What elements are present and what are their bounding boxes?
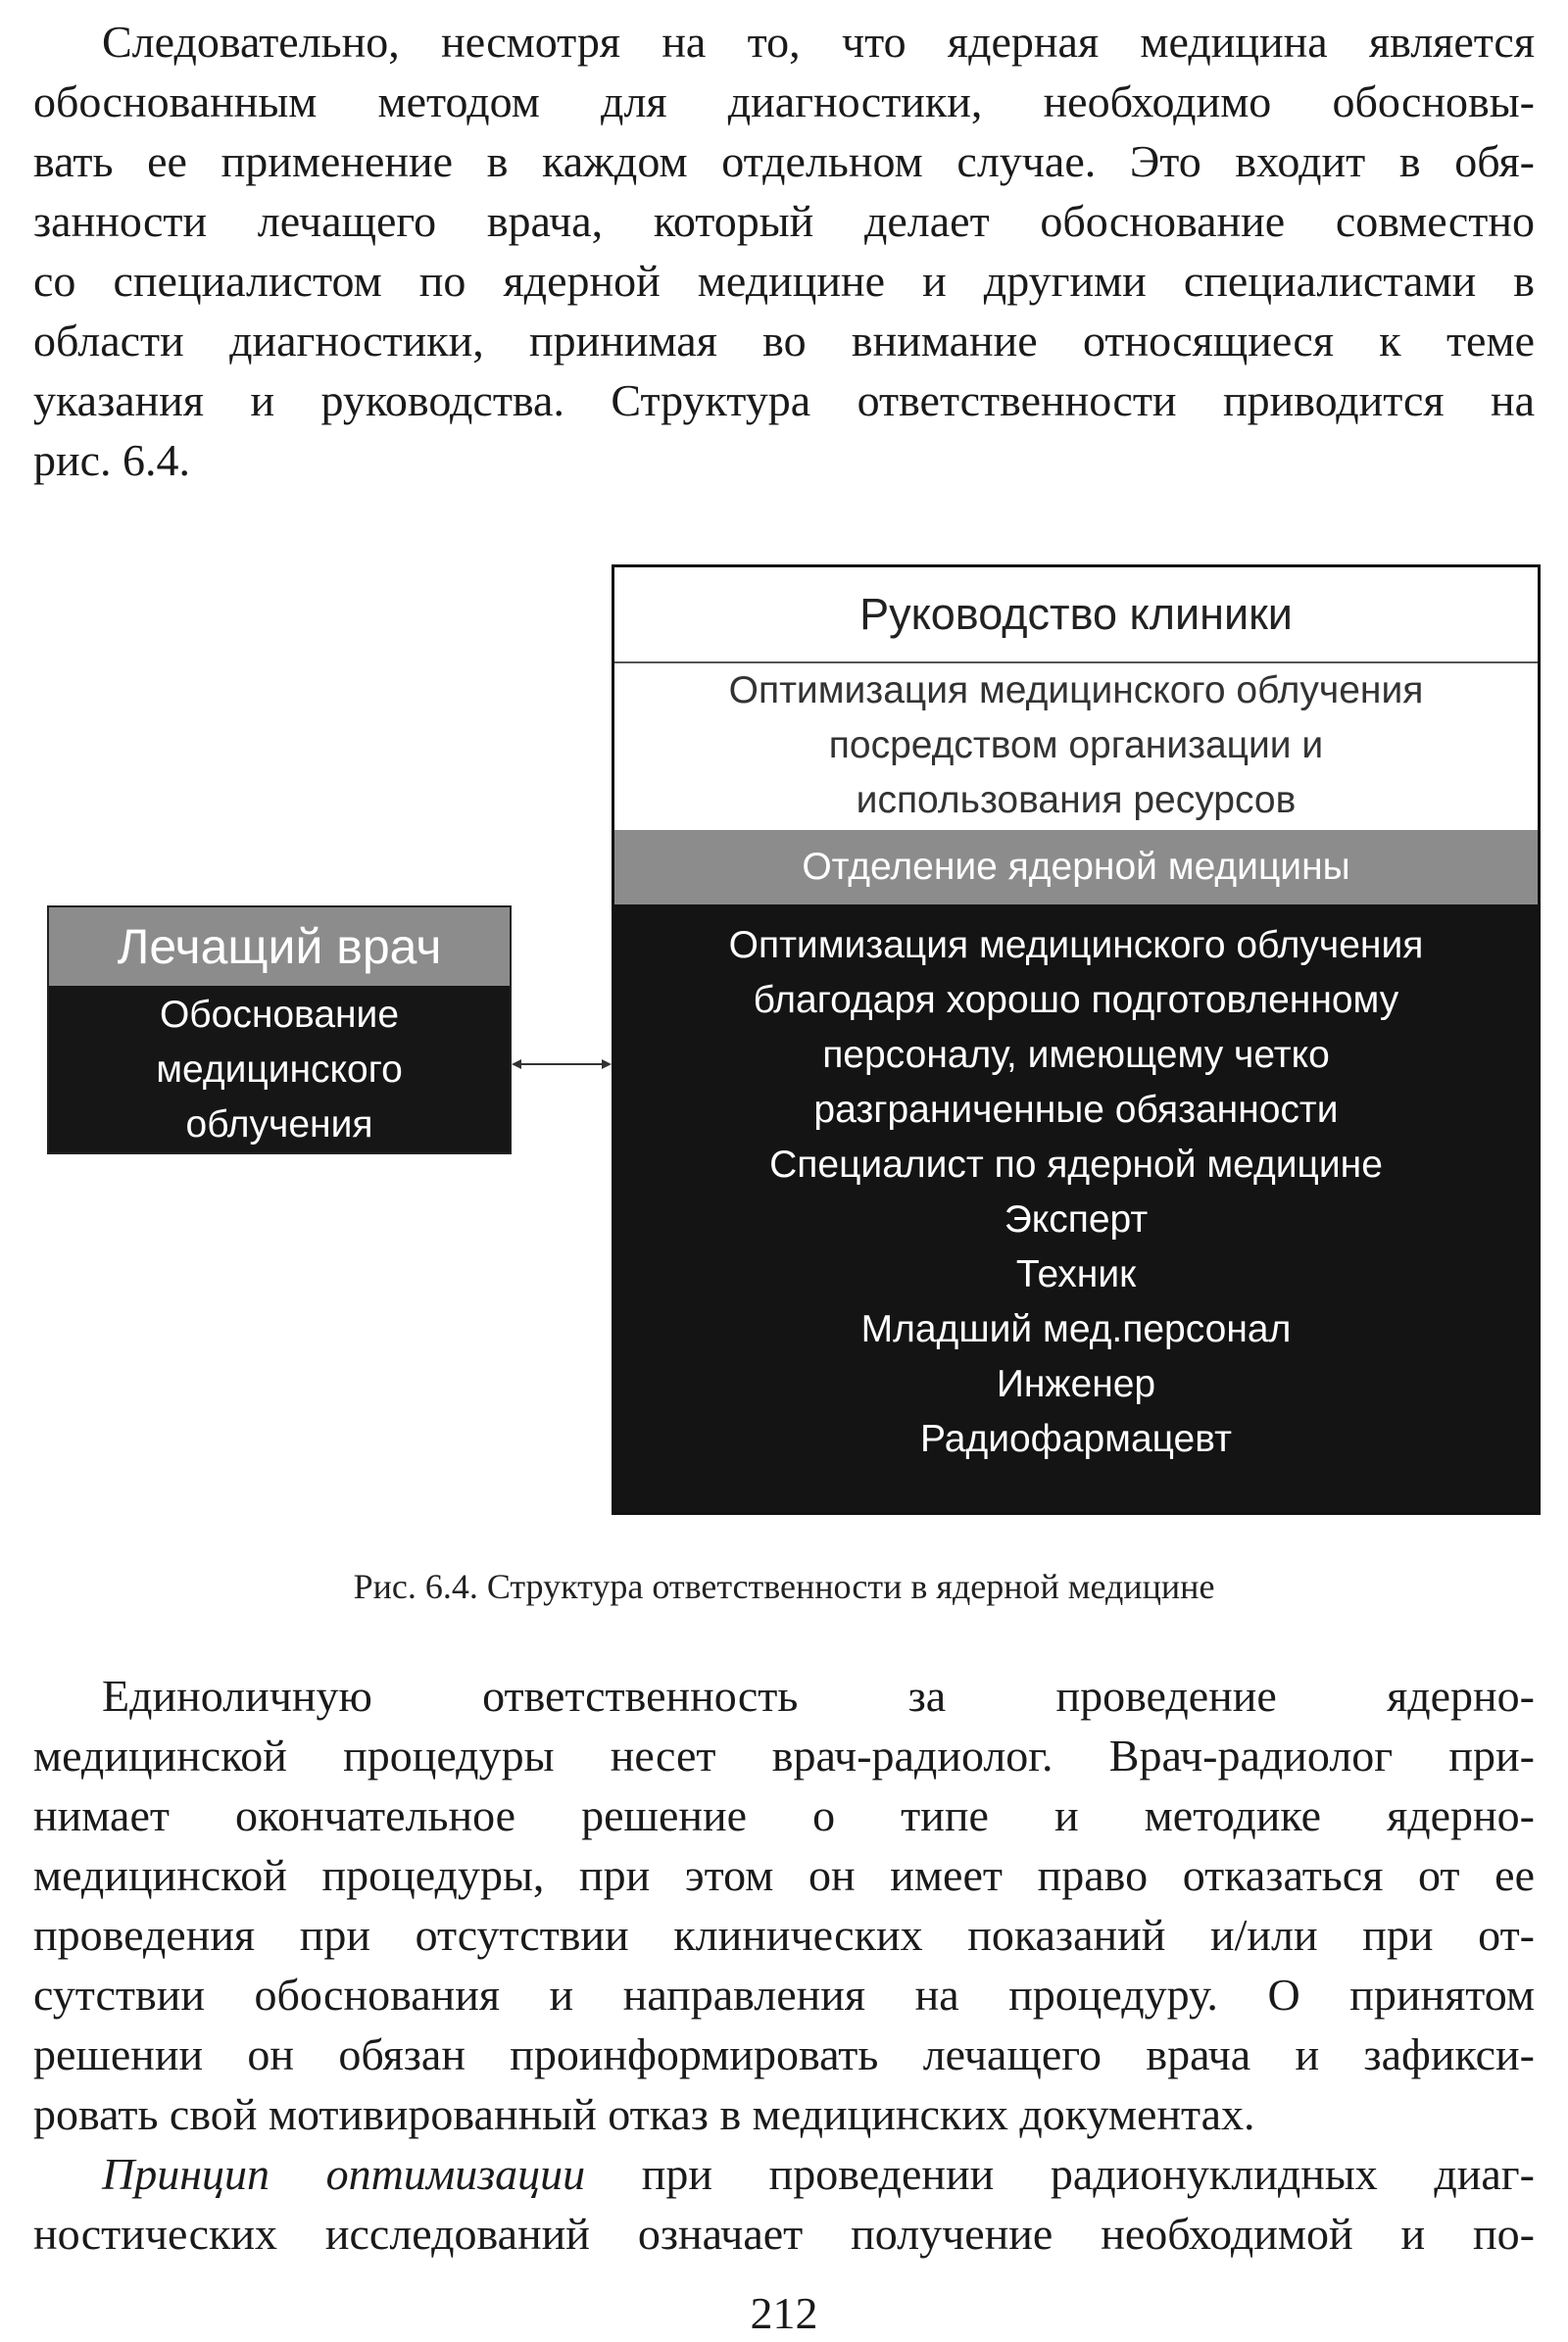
department-line: Оптимизация медицинского облучения: [728, 924, 1424, 966]
text-line: сутствии обоснования и направления на процедуру. О принятом: [33, 1970, 1535, 2020]
doctor-line: медицинского: [156, 1049, 403, 1091]
attending-doctor-box: [47, 905, 512, 1154]
text-line: рис. 6.4.: [33, 435, 191, 485]
paragraph-responsibility: [33, 1666, 1535, 2144]
staff-role: Младший мед.персонал: [860, 1308, 1292, 1350]
staff-role: Инженер: [996, 1363, 1156, 1405]
staff-role: Специалист по ядерной медицине: [769, 1144, 1383, 1186]
text-line: обоснованным методом для диагностики, необходимо обосновы-: [33, 76, 1535, 126]
text-line: проведения при отсутствии клинических показаний и/или при от-: [33, 1910, 1535, 1960]
italic-term: Принцип оптимизации: [102, 2149, 586, 2199]
doctor-line: облучения: [185, 1103, 373, 1146]
department-line: благодаря хорошо подготовленному: [753, 979, 1399, 1021]
text-line: ровать свой мотивированный отказ в медицинских документах.: [33, 2089, 1255, 2139]
attending-doctor-title: Лечащий врач: [49, 907, 510, 986]
text-line: со специалистом по ядерной медицине и другими специалистами в: [33, 256, 1535, 306]
double-arrow-icon: [512, 1054, 612, 1074]
text-line: вать ее применение в каждом отдельном случае. Это входит в обя-: [33, 136, 1535, 186]
text-line: решении он обязан проинформировать лечащего врача и зафикси-: [33, 2029, 1535, 2079]
staff-role: Эксперт: [1004, 1198, 1149, 1241]
text-line: указания и руководства. Структура ответственности приводится на: [33, 375, 1535, 425]
clinic-management-description: [614, 663, 1538, 821]
text-line: Следовательно, несмотря на то, что ядерная медицина является: [102, 17, 1535, 67]
description-line: посредством организации и: [828, 724, 1324, 766]
text-line: области диагностики, принимая во внимание относящиеся к теме: [33, 316, 1535, 366]
text-line: Единоличную ответственность за проведение ядерно-: [102, 1671, 1535, 1721]
department-line: разграниченные обязанности: [813, 1089, 1339, 1131]
clinic-structure-box: [612, 564, 1541, 1515]
text-line: занности лечащего врача, который делает обоснование совместно: [33, 196, 1535, 246]
text-line: [33, 2144, 1535, 2204]
description-line: использования ресурсов: [856, 779, 1297, 821]
text-line: медицинской процедуры, при этом он имеет право отказаться от ее: [33, 1850, 1535, 1900]
paragraph-justification: [33, 12, 1535, 490]
page-number: 212: [750, 2288, 818, 2338]
nuclear-medicine-department-title: Отделение ядерной медицины: [614, 830, 1538, 904]
paragraph-optimization: [33, 2144, 1535, 2264]
attending-doctor-body: [49, 986, 510, 1152]
clinic-management-title: Руководство клиники: [614, 567, 1538, 663]
staff-role: Радиофармацевт: [920, 1418, 1232, 1460]
text-line: медицинской процедуры несет врач-радиолог. Врач-радиолог при-: [33, 1731, 1535, 1781]
doctor-line: Обоснование: [159, 994, 400, 1036]
text-line: ностических исследований означает получение необходимой и по-: [33, 2209, 1535, 2259]
department-line: персоналу, имеющему четко: [822, 1034, 1330, 1076]
text-line: нимает окончательное решение о типе и методике ядерно-: [33, 1790, 1535, 1840]
nuclear-medicine-department-body: [614, 904, 1538, 1512]
text-fragment: при проведении радионуклидных диаг-: [585, 2149, 1535, 2199]
staff-role: Техник: [1015, 1253, 1137, 1295]
description-line: Оптимизация медицинского облучения: [728, 669, 1424, 711]
figure-caption: Рис. 6.4. Структура ответственности в ядерной медицине: [353, 1567, 1215, 1606]
